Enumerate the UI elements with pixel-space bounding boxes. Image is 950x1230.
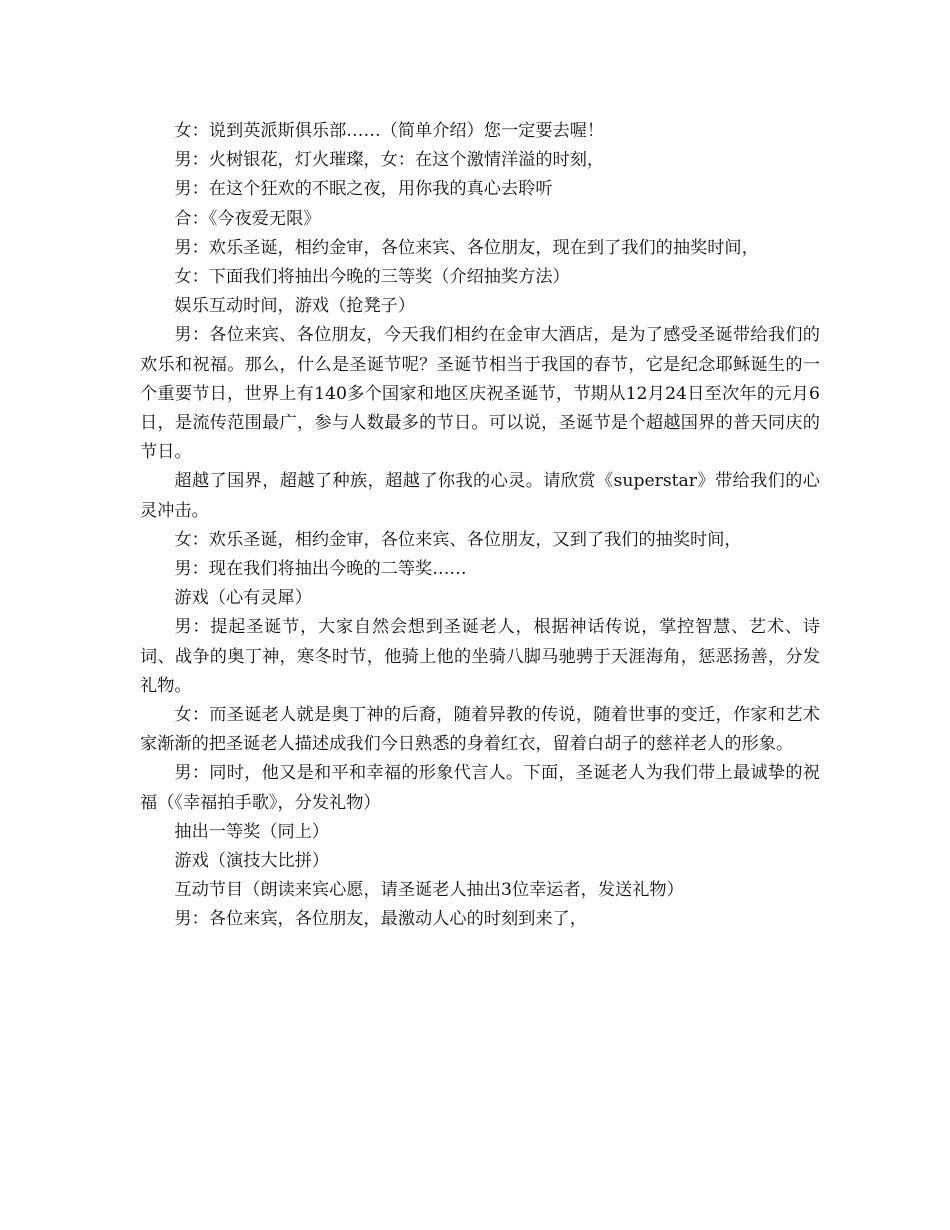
paragraph-18: 互动节目（朗读来宾心愿，请圣诞老人抽出3位幸运者，发送礼物） bbox=[174, 880, 684, 901]
paragraph-9: 超越了国界，超越了种族，超越了你我的心灵。请欣赏《superstar》带给我们的心灵冲击。 bbox=[140, 471, 820, 521]
paragraph-14: 女：而圣诞老人就是奥丁神的后裔，随着异教的传说，随着世事的变迁，作家和艺术家渐渐的把圣诞老人描述成我们今日熟悉的身着红衣，留着白胡子的慈祥老人的形象。 bbox=[140, 705, 820, 755]
paragraph-2: 男：火树银花，灯火璀璨，女：在这个激情洋溢的时刻， bbox=[174, 150, 605, 171]
paragraph-1: 女：说到英派斯俱乐部……（简单介绍）您一定要去喔！ bbox=[174, 121, 605, 141]
paragraph-6: 女：下面我们将抽出今晚的三等奖（介绍抽奖方法） bbox=[174, 267, 570, 288]
paragraph-3: 男：在这个狂欢的不眠之夜，用你我的真心去聆听 bbox=[174, 179, 553, 200]
paragraph-10: 女：欢乐圣诞，相约金审，各位来宾、各位朋友，又到了我们的抽奖时间， bbox=[174, 529, 742, 550]
paragraph-5: 男：欢乐圣诞，相约金审，各位来宾、各位朋友，现在到了我们的抽奖时间， bbox=[174, 237, 759, 258]
document-body bbox=[140, 117, 820, 935]
paragraph-17: 游戏（演技大比拼） bbox=[174, 851, 330, 872]
paragraph-15: 男：同时，他又是和平和幸福的形象代言人。下面，圣诞老人为我们带上最诚挚的祝福（《幸福拍手歌》，分发礼物） bbox=[140, 763, 820, 813]
paragraph-16: 抽出一等奖（同上） bbox=[174, 821, 330, 842]
paragraph-4: 合：《今夜爱无限》 bbox=[174, 208, 321, 229]
paragraph-19: 男：各位来宾，各位朋友，最激动人心的时刻到来了， bbox=[174, 909, 587, 930]
paragraph-8: 男：各位来宾、各位朋友，今天我们相约在金审大酒店，是为了感受圣诞带给我们的欢乐和祝福。那么，什么是圣诞节呢？圣诞节相当于我国的春节，它是纪念耶稣诞生的一个重要节日，世界上有140多个国家和地区庆祝圣诞节，节期从12月24日至次年的元月6日，是流传范围最广，参与人数最多的节日。可以说，圣诞节是个超越国界的普天同庆的节日。 bbox=[140, 325, 820, 463]
paragraph-7: 娱乐互动时间，游戏（抢凳子） bbox=[174, 296, 416, 317]
paragraph-13: 男：提起圣诞节，大家自然会想到圣诞老人，根据神话传说，掌控智慧、艺术、诗词、战争的奥丁神，寒冬时节，他骑上他的坐骑八脚马驰骋于天涯海角，惩恶扬善，分发礼物。 bbox=[140, 617, 820, 696]
paragraph-12: 游戏（心有灵犀） bbox=[174, 588, 312, 609]
paragraph-11: 男：现在我们将抽出今晚的二等奖…… bbox=[174, 559, 467, 580]
